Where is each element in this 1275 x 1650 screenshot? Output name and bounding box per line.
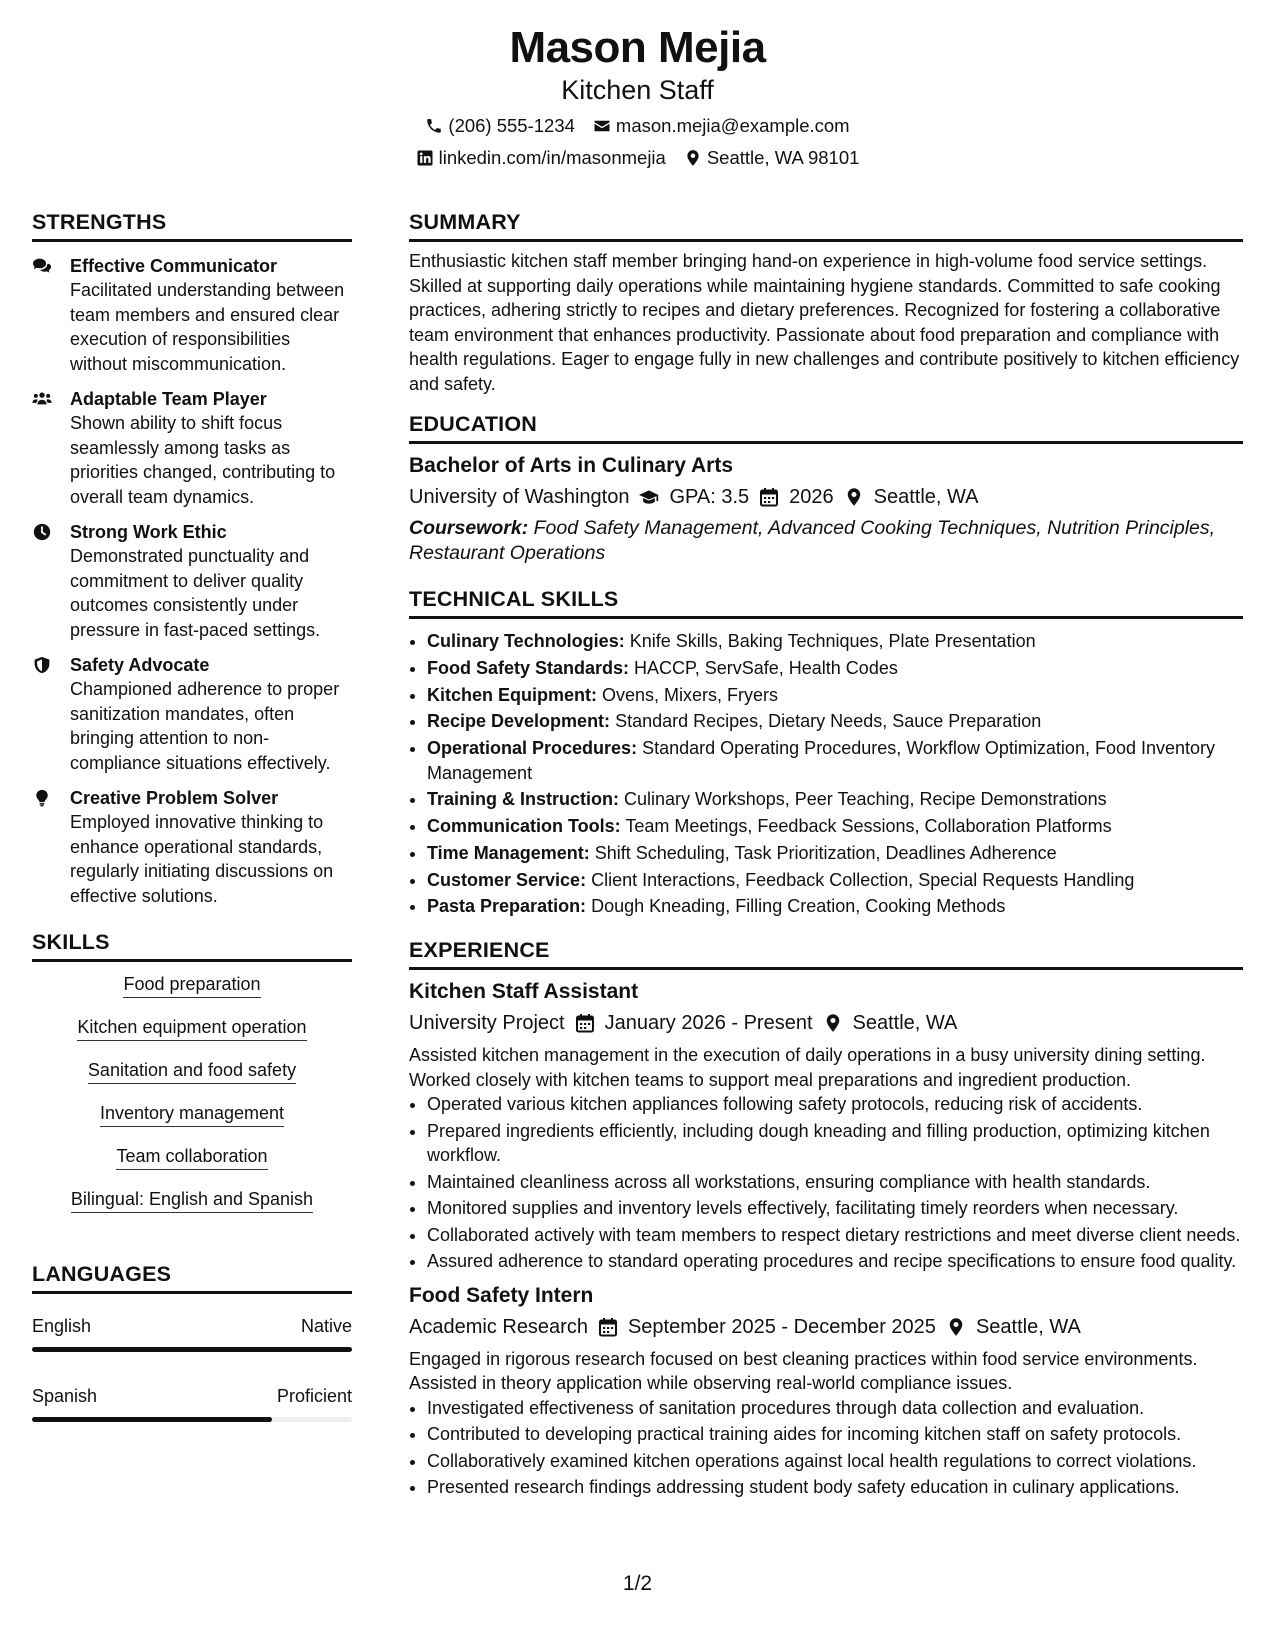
strength-item (32, 520, 352, 642)
language-row (32, 1384, 352, 1408)
summary-heading: SUMMARY (409, 208, 1243, 242)
job-title: Food Safety Intern (409, 1283, 594, 1307)
list-item: • Recipe Development: Standard Recipes, Dietary Needs, Sauce Preparation (427, 708, 1243, 735)
strength-desc: Championed adherence to proper sanitization mandates, often bringing attention to non-compliance situations effectively. (70, 679, 340, 773)
language-level: Proficient (276, 1386, 352, 1406)
education-heading: EDUCATION (409, 410, 1243, 444)
list-item: • Operated various kitchen appliances following safety protocols, reducing risk of accidents. (427, 1092, 1243, 1117)
job-location: Seattle, WA (852, 1012, 958, 1035)
phone-icon (425, 117, 443, 135)
linkedin-contact[interactable] (416, 146, 666, 170)
candidate-role: Kitchen Staff (561, 75, 714, 105)
job-entry (409, 1282, 1243, 1500)
list-item: • Assured adherence to standard operating procedures and recipe specifications to ensure food quality. (427, 1249, 1243, 1274)
job-dates: September 2025 - December 2025 (627, 1315, 936, 1338)
languages-heading: LANGUAGES (32, 1260, 352, 1294)
users-icon (32, 390, 52, 408)
linkedin-icon (416, 149, 434, 167)
phone-text: (206) 555-1234 (448, 115, 575, 136)
list-item: • Investigated effectiveness of sanitation procedures through data collection and evaluation. (427, 1396, 1243, 1421)
technical-skills-list (409, 628, 1243, 920)
job-description: Assisted kitchen management in the execution of daily operations in a busy university dining setting. Worked closely with kitchen teams to support meal preparations and ingredient production. (409, 1045, 1206, 1090)
language-level-bar (32, 1417, 352, 1422)
lightbulb-icon (32, 789, 52, 807)
list-item: • Operational Procedures: Standard Operating Procedures, Workflow Optimization, Food Inventory Management (427, 736, 1243, 785)
education-location: Seattle, WA (873, 486, 979, 508)
list-item: • Food Safety Standards: HACCP, ServSafe, Health Codes (427, 655, 1243, 682)
list-item: • Time Management: Shift Scheduling, Task Prioritization, Deadlines Adherence (427, 840, 1243, 867)
language-level-bar (32, 1347, 352, 1352)
skill-tag: Inventory management (100, 1101, 284, 1127)
strength-title: Strong Work Ethic (70, 522, 227, 542)
gpa-text: GPA: 3.5 (669, 486, 750, 508)
list-item: • Pasta Preparation: Dough Kneading, Filling Creation, Cooking Methods (427, 893, 1243, 920)
contact-row-2 (0, 146, 1275, 170)
email-text: mason.mejia@example.com (615, 115, 850, 136)
left-column (32, 208, 352, 1454)
strength-desc: Shown ability to shift focus seamlessly among tasks as priorities changed, contributing to overall team dynamics. (70, 413, 336, 507)
list-item: • Presented research findings addressing student body safety education in culinary applications. (427, 1475, 1243, 1500)
strength-desc: Facilitated understanding between team members and ensured clear execution of responsibilities without miscommunication. (70, 280, 345, 374)
language-name: English (32, 1316, 92, 1336)
list-item: • Collaboratively examined kitchen operations against local health regulations to correct violations. (427, 1449, 1243, 1474)
summary-text: Enthusiastic kitchen staff member bringing hand-on experience in high-volume food service settings. Skilled at supporting daily operations while maintaining hygiene standards. Committed to safe cooking practices, adhering strictly to recipes and dietary preferences. Recognized for fostering a collaborative team environment that enhances productivity. Passionate about food preparation and compliance with health regulations. Eager to engage fully in new challenges and contribute positively to kitchen efficiency and safety. (409, 251, 1240, 394)
calendar-icon (598, 1317, 618, 1337)
degree-title: Bachelor of Arts in Culinary Arts (409, 454, 734, 477)
school-name: University of Washington (409, 486, 630, 508)
technical-skills-section (409, 585, 1243, 920)
job-org: University Project (409, 1012, 565, 1035)
comments-icon (32, 257, 52, 275)
candidate-name: Mason Mejia (509, 23, 766, 72)
experience-section (409, 936, 1243, 1500)
list-item: • Training & Instruction: Culinary Workshops, Peer Teaching, Recipe Demonstrations (427, 786, 1243, 813)
language-level: Native (300, 1316, 352, 1336)
list-item: • Contributed to developing practical training aides for incoming kitchen staff on safety protocols. (427, 1422, 1243, 1447)
phone-contact[interactable] (425, 114, 575, 138)
skill-tag: Kitchen equipment operation (77, 1015, 306, 1041)
job-bullets (409, 1092, 1243, 1274)
job-location: Seattle, WA (975, 1315, 1081, 1338)
education-meta (409, 483, 1243, 511)
job-meta (409, 1009, 1243, 1037)
list-item: • Culinary Technologies: Knife Skills, Baking Techniques, Plate Presentation (427, 628, 1243, 655)
language-row (32, 1314, 352, 1338)
skills-list (32, 972, 352, 1230)
strength-desc: Demonstrated punctuality and commitment to deliver quality outcomes consistently under pressure in fast-paced settings. (70, 546, 321, 640)
location-contact (684, 146, 860, 170)
envelope-icon (593, 117, 611, 135)
map-pin-icon (946, 1317, 966, 1337)
list-item: • Customer Service: Client Interactions, Feedback Collection, Special Requests Handling (427, 867, 1243, 894)
job-description: Engaged in rigorous research focused on best cleaning practices within food service environments. Assisted in theory application while observing real-world compliance issues. (409, 1348, 1198, 1394)
calendar-icon (575, 1013, 595, 1033)
skills-heading: SKILLS (32, 928, 352, 962)
job-entry (409, 978, 1243, 1274)
technical-skills-heading: TECHNICAL SKILLS (409, 585, 1243, 619)
contact-row-1 (0, 114, 1275, 138)
list-item: • Prepared ingredients efficiently, including dough kneading and filling production, optimizing kitchen workflow. (427, 1119, 1243, 1168)
linkedin-text: linkedin.com/in/masonmejia (438, 147, 666, 168)
page-number: 1/2 (622, 1572, 653, 1595)
experience-heading: EXPERIENCE (409, 936, 1243, 970)
clock-icon (32, 523, 52, 541)
strength-item (32, 387, 352, 509)
job-org: Academic Research (409, 1315, 588, 1338)
coursework-text: Food Safety Management, Advanced Cooking Techniques, Nutrition Principles, Restaurant Operations (409, 517, 1216, 564)
list-item: • Maintained cleanliness across all workstations, ensuring compliance with health standards. (427, 1170, 1243, 1195)
coursework-label: Coursework: (409, 517, 529, 539)
strength-title: Creative Problem Solver (70, 788, 279, 808)
graduation-year: 2026 (789, 486, 834, 508)
skill-tag: Sanitation and food safety (88, 1058, 296, 1084)
skill-tag: Bilingual: English and Spanish (71, 1187, 313, 1213)
list-item: • Kitchen Equipment: Ovens, Mixers, Fryers (427, 682, 1243, 709)
strengths-heading: STRENGTHS (32, 208, 352, 242)
job-title: Kitchen Staff Assistant (409, 980, 639, 1004)
location-text: Seattle, WA 98101 (706, 147, 860, 168)
list-item: • Monitored supplies and inventory levels effectively, facilitating timely reorders when necessary. (427, 1196, 1243, 1221)
strength-title: Adaptable Team Player (70, 389, 267, 409)
strength-title: Effective Communicator (70, 256, 278, 276)
strength-item (32, 653, 352, 775)
calendar-icon (759, 487, 779, 507)
strength-desc: Employed innovative thinking to enhance operational standards, regularly initiating discussions on effective solutions. (70, 812, 334, 906)
list-item: • Collaborated actively with team members to respect dietary restrictions and meet diverse client needs. (427, 1223, 1243, 1248)
strength-item (32, 254, 352, 376)
language-level-fill (32, 1417, 272, 1422)
strength-title: Safety Advocate (70, 655, 210, 675)
languages-list (32, 1314, 352, 1422)
list-item: • Communication Tools: Team Meetings, Feedback Sessions, Collaboration Platforms (427, 813, 1243, 840)
map-pin-icon (823, 1013, 843, 1033)
map-pin-icon (684, 149, 702, 167)
right-column (409, 208, 1243, 1502)
job-bullets (409, 1396, 1243, 1500)
strengths-list (32, 254, 352, 908)
language-level-fill (32, 1347, 352, 1352)
shield-icon (32, 656, 52, 674)
graduation-cap-icon (639, 487, 659, 507)
skill-tag: Food preparation (123, 972, 260, 998)
map-pin-icon (844, 487, 864, 507)
email-contact[interactable] (593, 114, 850, 138)
coursework (409, 516, 1243, 565)
job-dates: January 2026 - Present (604, 1012, 813, 1035)
language-name: Spanish (32, 1386, 98, 1406)
education-section (409, 410, 1243, 565)
skill-tag: Team collaboration (116, 1144, 267, 1170)
strength-item (32, 786, 352, 908)
job-meta (409, 1313, 1243, 1341)
resume-header (0, 22, 1275, 170)
